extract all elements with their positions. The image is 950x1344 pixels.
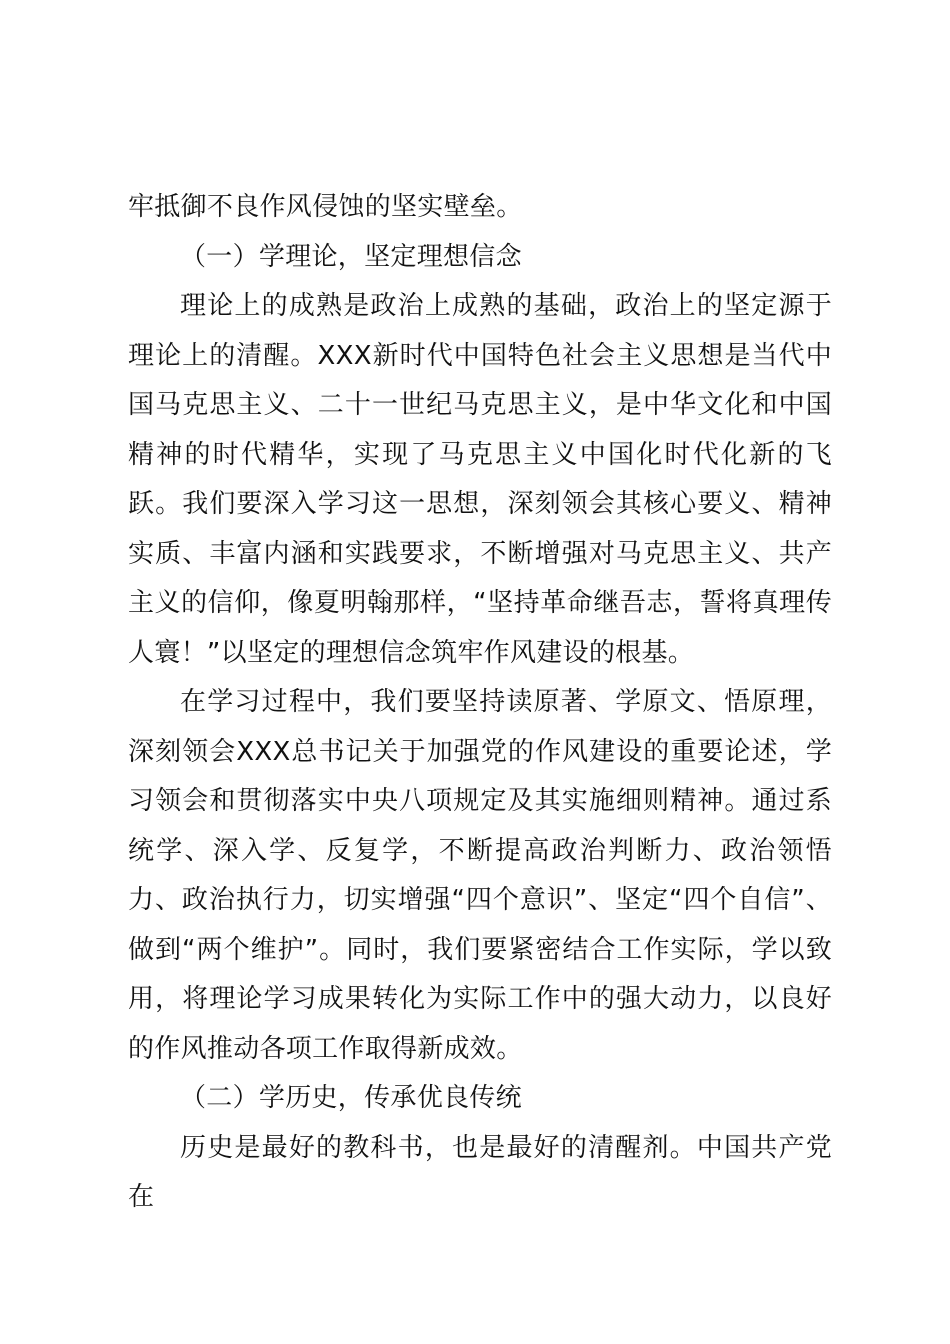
paragraph-history-1: 历史是最好的教科书，也是最好的清醒剂。中国共产党在 [128, 1132, 832, 1212]
section-heading-1: （一）学理论，坚定理想信念 [180, 241, 522, 272]
section-heading-2: （二）学历史，传承优良传统 [180, 1083, 522, 1113]
paragraph-theory-1: 理论上的成熟是政治上成熟的基础，政治上的坚定源于理论上的清醒。XXX新时代中国特色社会主义思想是当代中国马克思主义、二十一世纪马克思主义，是中华文化和中国精神的时代精华，实现了马克思主义中国化时代化新的飞跃。我们要深入学习这一思想，深刻领会其核心要义、精神实质、丰富内涵和实践要求，不断增强对马克思主义、共产主义的信仰，像夏明翰那样，“坚持革命继吾志，誓将真理传人寰！”以坚定的理想信念筑牢作风建设的根基。 [128, 291, 832, 668]
paragraph-continuation: 牢抵御不良作风侵蚀的坚实壁垒。 [128, 192, 523, 222]
document-body [128, 183, 832, 1223]
paragraph-theory-2: 在学习过程中，我们要坚持读原著、学原文、悟原理，深刻领会XXX总书记关于加强党的作风建设的重要论述，学习领会和贯彻落实中央八项规定及其实施细则精神。通过系统学、深入学、反复学，不断提高政治判断力、政治领悟力、政治执行力，切实增强“四个意识”、坚定“四个自信”、做到“两个维护”。同时，我们要紧密结合工作实际，学以致用，将理论学习成果转化为实际工作中的强大动力，以良好的作风推动各项工作取得新成效。 [128, 687, 832, 1064]
